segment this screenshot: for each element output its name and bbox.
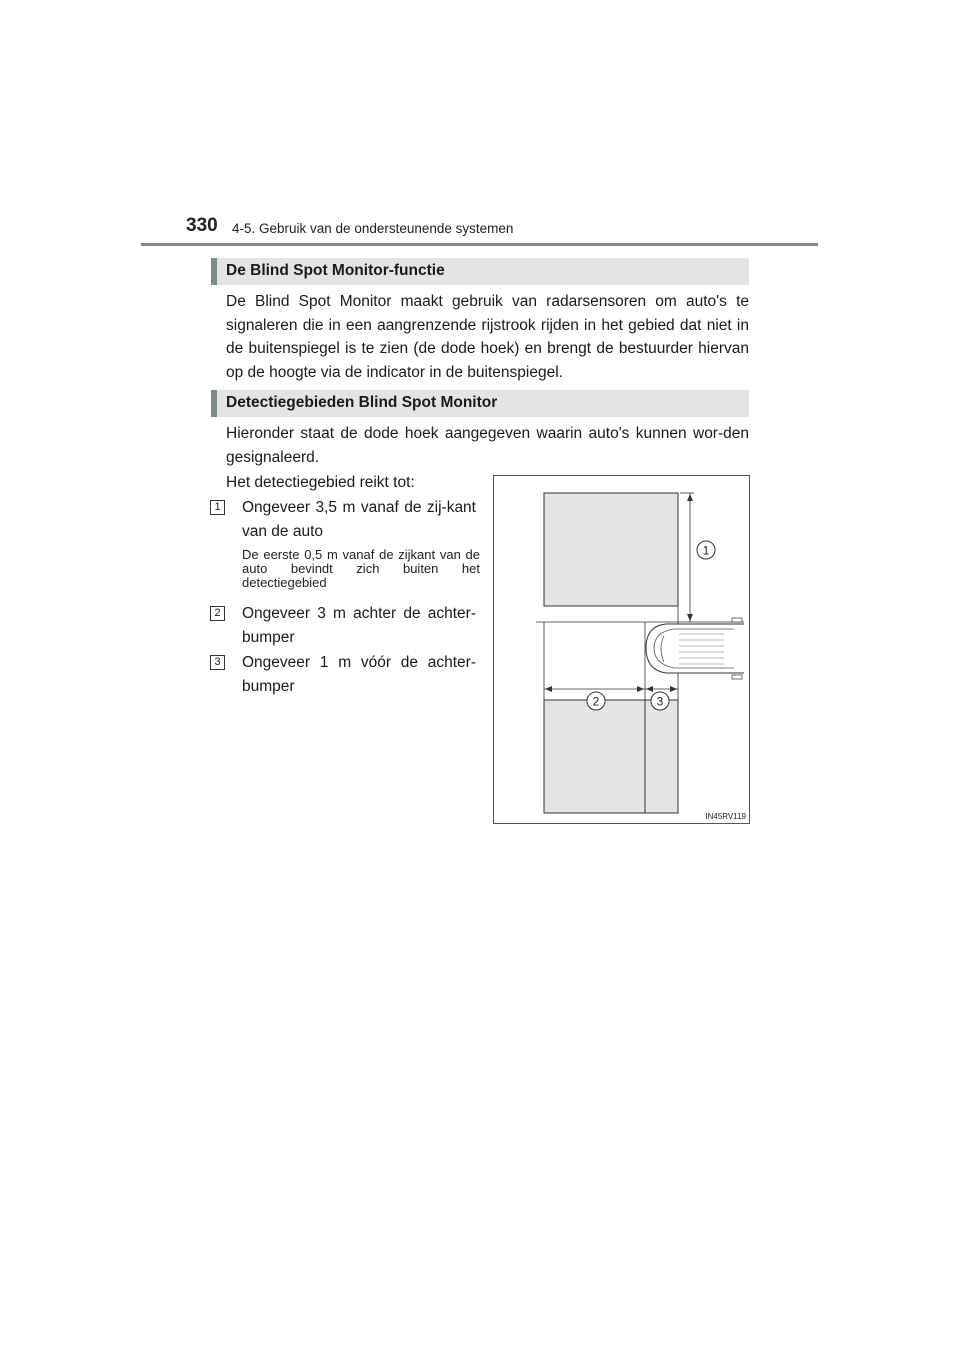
front-of-bumper-zone: [645, 700, 678, 813]
side-detection-zone: [544, 493, 678, 606]
arrowhead: [637, 686, 644, 692]
detection-area-figure: [493, 475, 750, 824]
arrowhead: [687, 614, 693, 621]
section-title: Detectiegebieden Blind Spot Monitor: [226, 394, 498, 411]
callout-label-3: 3: [656, 694, 664, 709]
item-number-2: 2: [210, 606, 225, 621]
callout-label-2: 2: [592, 694, 600, 709]
item-text-2: Ongeveer 3 m achter de achter-bumper: [242, 605, 476, 646]
page-number: 330: [186, 215, 218, 236]
item-note-1: De eerste 0,5 m vanaf de zijkant van de auto bevindt zich buiten het detectiegebied: [242, 547, 480, 590]
arrowhead: [545, 686, 552, 692]
detection-intro: Het detectiegebied reikt tot:: [226, 474, 415, 491]
function-description: De Blind Spot Monitor maakt gebruik van radarsensoren om auto's te signaleren die in een aangrenzende rijstrook rijden in het gebied dat niet in de buitenspiegel is te zien (de dode hoek) en brengt de bestuurder hiervan op de hoogte via de indicator in de buitenspiegel.: [226, 293, 749, 381]
car-top-view-icon: [646, 618, 744, 679]
callout-label-1: 1: [702, 543, 710, 558]
arrowhead: [646, 686, 653, 692]
rear-detection-zone: [544, 700, 645, 813]
item-text-1: Ongeveer 3,5 m vanaf de zij-kant van de auto: [242, 499, 476, 540]
arrowhead: [687, 494, 693, 501]
detection-description: Hieronder staat de dode hoek aangegeven waarin auto's kunnen wor-den gesignaleerd.: [226, 425, 749, 466]
chapter-title: 4-5. Gebruik van de ondersteunende systemen: [232, 221, 514, 236]
arrowhead: [670, 686, 677, 692]
figure-code: IN45RV119: [705, 812, 746, 821]
section-heading-function: [211, 258, 749, 285]
item-text-3: Ongeveer 1 m vóór de achter-bumper: [242, 654, 476, 695]
detection-diagram: [494, 476, 749, 823]
header-rule: [141, 243, 818, 246]
item-number-1: 1: [210, 500, 225, 515]
section-heading-detection-areas: [211, 390, 749, 417]
item-number-3: 3: [210, 655, 225, 670]
section-title: De Blind Spot Monitor-functie: [226, 262, 445, 279]
